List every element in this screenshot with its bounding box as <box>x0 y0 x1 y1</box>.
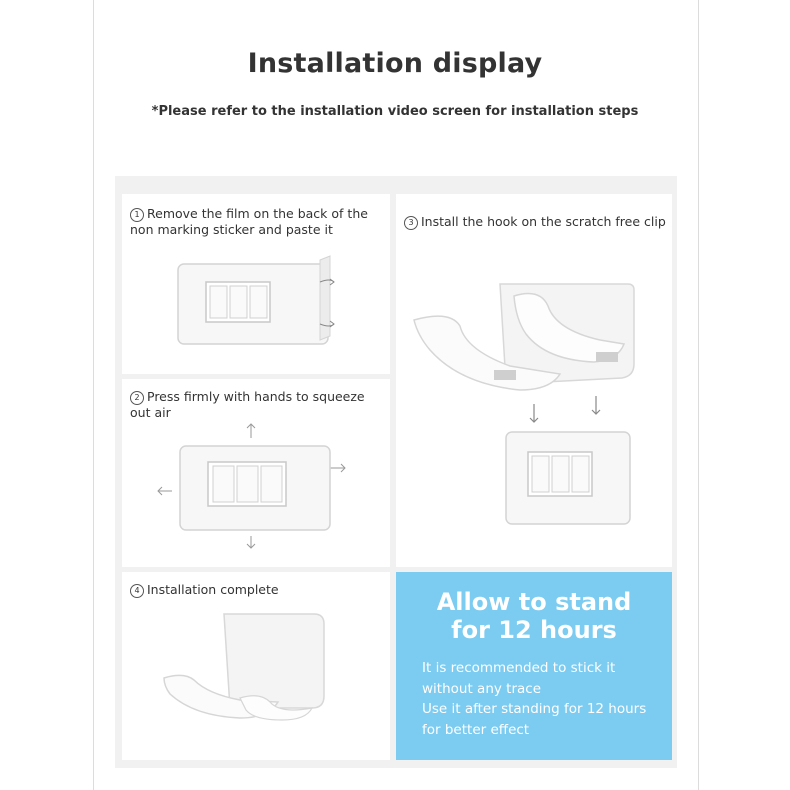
notice-body-line-1: It is recommended to stick it <box>422 660 616 676</box>
step-3-caption <box>404 214 670 230</box>
step-1-number: 1 <box>130 208 144 222</box>
notice-body-line-3: Use it after standing for 12 hours <box>422 701 647 717</box>
notice-heading <box>396 588 672 644</box>
step-3-text: Install the hook on the scratch free clip <box>421 214 666 229</box>
notice-body-line-2: without any trace <box>422 680 541 697</box>
step-4-text: Installation complete <box>147 582 279 597</box>
step-2-text: Press firmly with hands to squeeze out air <box>130 389 365 420</box>
notice-heading-line-2: for 12 hours <box>451 616 617 644</box>
step-2-caption <box>130 389 380 421</box>
notice-body-line-4: for better effect <box>422 721 530 738</box>
step-4-hook-illustration <box>160 610 340 730</box>
step-1-sticker-illustration <box>170 250 350 350</box>
step-3-number: 3 <box>404 216 418 230</box>
notice-body <box>422 658 662 740</box>
notice-heading-line-1: Allow to stand <box>436 588 632 616</box>
step-4-number: 4 <box>130 584 144 598</box>
step-4-caption <box>130 582 380 598</box>
page-subtitle: *Please refer to the installation video screen for installation steps <box>151 104 639 119</box>
page-title: Installation display <box>247 48 543 79</box>
step-2-press-illustration <box>150 418 360 558</box>
step-2-number: 2 <box>130 391 144 405</box>
step-3-hook-illustration <box>410 280 650 530</box>
step-1-caption <box>130 206 380 238</box>
step-1-text: Remove the film on the back of the non marking sticker and paste it <box>130 206 368 237</box>
